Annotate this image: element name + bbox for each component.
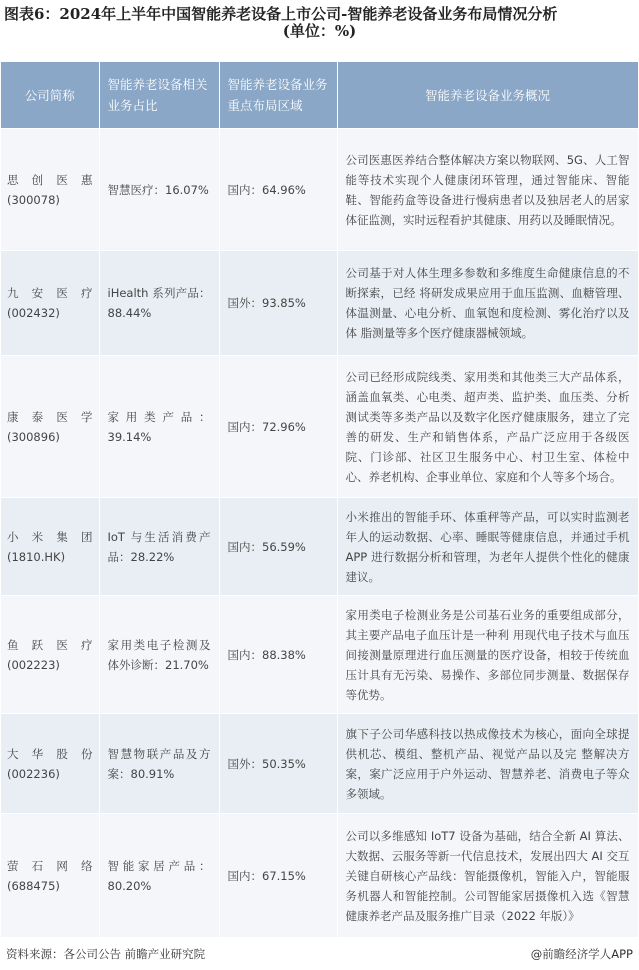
brand-credit: @前瞻经济学人APP (530, 947, 633, 961)
company-code: (002223) (7, 657, 60, 672)
overview-cell: 小米推出的智能手环、体重秤等产品，可以实时监测老年人的运动数据、心率、睡眠等健康信息，并通过手机 APP 进行数据分析和管理，为老年人提供个性化的健康建议。 (337, 498, 638, 596)
region-cell: 国外：50.35% (219, 714, 337, 814)
company-code: (300078) (7, 192, 60, 207)
ratio-cell: iHealth 系列产品：88.44% (99, 251, 219, 356)
table-row (1, 498, 638, 596)
ratio-cell: 家用类电子检测及体外诊断：21.70% (99, 596, 219, 714)
company-cell (1, 356, 99, 498)
company-cell (1, 596, 99, 714)
company-code: (1810.HK) (7, 549, 66, 564)
company-table (1, 62, 639, 938)
region-cell: 国内：88.38% (219, 596, 337, 714)
header-region: 智能养老设备业务重点布局区域 (219, 62, 337, 129)
company-name: 小米集团 (7, 529, 93, 544)
overview-cell: 公司医惠医养结合整体解决方案以物联网、5G、人工智能等技术实现个人健康闭环管理，通过智能床、智能鞋、智能药盒等设备进行慢病患者以及独居老人的居家体征监测，实时远程看护其健康、用药以及睡眠情况。 (337, 129, 638, 251)
header-ratio: 智能养老设备相关业务占比 (99, 62, 219, 129)
footer (6, 946, 633, 962)
overview-cell: 公司基于对人体生理多参数和多维度生命健康信息的不断探索，已经 将研发成果应用于血压监测、血糖管理、体温测量、心电分析、血氧饱和度检测、雾化治疗以及体 脂测量等多个医疗健康器械领域。 (337, 251, 638, 356)
company-code: (002236) (7, 766, 60, 781)
ratio-cell: 智慧医疗：16.07% (99, 129, 219, 251)
company-code: (002432) (7, 306, 60, 320)
table-row (1, 251, 638, 356)
ratio-cell: 家用类产品：39.14% (99, 356, 219, 498)
company-name: 思创医惠 (7, 172, 93, 187)
overview-cell: 家用类电子检测业务是公司基石业务的重要组成部分，其主要产品电子血压计是一种利 用现代电子技术与血压间接测量原理进行血压测量的医疗设备，相较于传统血压计具有无污染、易操作、多部位同步测量、数据保存等优势。 (337, 596, 638, 714)
company-cell (1, 251, 99, 356)
company-cell (1, 814, 99, 938)
company-name: 鱼跃医疗 (7, 637, 93, 652)
company-name: 萤石网络 (7, 858, 93, 873)
table-row (1, 129, 638, 251)
header-overview: 智能养老设备业务概况 (337, 62, 638, 129)
table-row (1, 714, 638, 814)
region-cell: 国内：56.59% (219, 498, 337, 596)
overview-cell: 旗下子公司华感科技以热成像技术为核心，面向全球提供机芯、模组、整机产品、视觉产品以及完 整解决方案，案广泛应用于户外运动、智慧养老、消费电子等众多领域。 (337, 714, 638, 814)
table-row (1, 356, 638, 498)
region-cell: 国内：72.96% (219, 356, 337, 498)
table-row (1, 814, 638, 938)
company-name: 九安医疗 (7, 286, 93, 300)
company-cell (1, 498, 99, 596)
source-note: 资料来源：各公司公告 前瞻产业研究院 (6, 947, 206, 961)
company-name: 大华股份 (7, 746, 93, 761)
company-cell (1, 129, 99, 251)
region-cell: 国内：67.15% (219, 814, 337, 938)
chart-title (0, 6, 639, 40)
title-line-1: 图表6：2024年上半年中国智能养老设备上市公司-智能养老设备业务布局情况分析 (4, 5, 558, 23)
title-line-2: (单位：%) (282, 22, 357, 40)
overview-cell: 公司以多维感知 IoT7 设备为基础，结合全新 AI 算法、大数据、云服务等新一代信息技术，发展出四大 AI 交互关键自研核心产品线：智能摄像机，智能入户，智能服务机器人和智能控制。公司智能家居摄像机入选《智慧健康养老产品及服务推广目录（2022 年版）》 (337, 814, 638, 938)
region-cell: 国外：93.85% (219, 251, 337, 356)
table-row (1, 596, 638, 714)
company-code: (688475) (7, 878, 60, 893)
ratio-cell: 智慧物联产品及方案：80.91% (99, 714, 219, 814)
company-name: 康泰医学 (7, 409, 93, 424)
company-code: (300896) (7, 429, 60, 444)
company-cell (1, 714, 99, 814)
header-company: 公司简称 (1, 62, 99, 129)
region-cell: 国内：64.96% (219, 129, 337, 251)
table-header-row (1, 62, 638, 129)
ratio-cell: 智能家居产品：80.20% (99, 814, 219, 938)
ratio-cell: IoT 与生活消费产品：28.22% (99, 498, 219, 596)
overview-cell: 公司已经形成院线类、家用类和其他类三大产品体系，涵盖血氧类、心电类、超声类、监护类、血压类、分析测试类等多类产品以及数字化医疗健康服务，建立了完善的研发、生产和销售体系，产品广泛应用于各级医院、门诊部、社区卫生服务中心、村卫生室、体检中心、养老机构、企事业单位、家庭和个人等多个场合。 (337, 356, 638, 498)
